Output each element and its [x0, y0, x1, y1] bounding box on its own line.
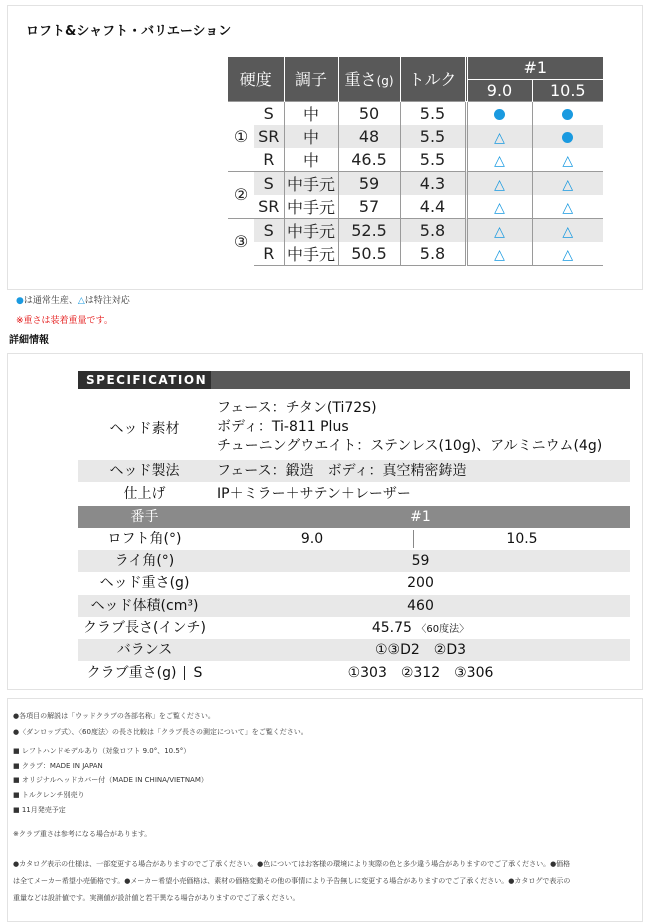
- spec-header: [78, 371, 630, 389]
- availability-loft-a-cell: [466, 242, 532, 266]
- spec-key-manufacture: ヘッド製法: [109, 463, 180, 479]
- loft-shaft-table: [228, 57, 603, 266]
- head-material-line: フェース：チタン(Ti72S): [217, 400, 377, 416]
- availability-loft-a-cell: [466, 148, 532, 172]
- weight-note: ※重さは装着重量です。: [16, 316, 113, 326]
- spec-key-loft: ロフト角(°): [107, 531, 182, 547]
- loft-shaft-title: ロフト&シャフト・バリエーション: [26, 24, 232, 39]
- weight-cell: 50.5: [338, 242, 400, 266]
- club-weight-divider: [184, 666, 185, 680]
- head-material-line: ボディ：Ti-811 Plus: [217, 419, 349, 435]
- special-order-triangle-icon: △: [494, 152, 505, 169]
- spec-value-manufacture: フェース：鍛造 ボディ：真空精密鋳造: [217, 463, 467, 479]
- special-order-triangle-icon: △: [562, 199, 574, 216]
- detail-title: 詳細情報: [9, 335, 49, 346]
- spec-key-balance: バランス: [116, 642, 173, 658]
- torque-cell: 4.3: [400, 171, 466, 195]
- note-line: ●各項目の解説は「ウッドクラブの各部名称」をご覧ください。: [13, 712, 215, 720]
- loft-table-row: [228, 125, 603, 148]
- spec-key-head-weight: ヘッド重さ(g): [99, 575, 190, 591]
- availability-loft-b-cell: [532, 148, 603, 172]
- weight-cell: 46.5: [338, 148, 400, 172]
- special-order-triangle-icon: △: [494, 246, 505, 263]
- special-order-triangle-icon: △: [494, 129, 505, 146]
- header-hardness: 硬度: [228, 57, 284, 101]
- spec-key-club-weight: [78, 661, 211, 685]
- legend-dot-mark: ●: [16, 296, 24, 306]
- special-order-triangle-icon: △: [494, 223, 505, 240]
- loft-table-row: [228, 242, 603, 266]
- weight-cell: 52.5: [338, 218, 400, 242]
- torque-cell: 5.8: [400, 218, 466, 242]
- availability-loft-a-cell: [466, 218, 532, 242]
- hardness-cell: SR: [254, 125, 284, 148]
- weight-cell: 48: [338, 125, 400, 148]
- header-weight-unit: (g): [376, 74, 394, 89]
- club-weight-flex: S: [193, 665, 203, 681]
- header-torque: トルク: [400, 57, 466, 101]
- standard-production-dot-icon: [562, 132, 573, 143]
- spec-row-length: [78, 617, 630, 639]
- spec-value-loft-b: 10.5: [506, 531, 538, 547]
- hardness-cell: S: [254, 171, 284, 195]
- torque-cell: 5.5: [400, 125, 466, 148]
- spec-header-label: SPECIFICATION: [78, 371, 211, 389]
- note-line: ■ トルクレンチ別売り: [13, 791, 85, 799]
- availability-loft-b-cell: [532, 195, 603, 219]
- header-weight: [338, 57, 400, 101]
- hardness-cell: S: [254, 101, 284, 125]
- spec-row-head-material: [78, 396, 630, 458]
- length-value: 45.75: [371, 620, 412, 636]
- group-label: ①: [228, 101, 254, 171]
- length-note: 〈60度法〉: [416, 624, 470, 635]
- spec-value-finish: IP＋ミラー＋サテン＋レーザー: [217, 486, 411, 502]
- loft-table-row: [228, 171, 603, 195]
- torque-cell: 5.5: [400, 148, 466, 172]
- weight-cell: 59: [338, 171, 400, 195]
- note-line: ●〈ダンロップ式〉、〈60度法〉の長さ比較は「クラブ長さの測定について」をご覧ください。: [13, 728, 308, 736]
- spec-value-length: [211, 617, 630, 641]
- spec-row-club-weight: [78, 661, 630, 685]
- spec-row-finish: [78, 483, 630, 505]
- header-loft-a: 9.0: [466, 79, 532, 101]
- spec-row-number: [78, 506, 630, 528]
- flex-point-cell: 中手元: [284, 218, 338, 242]
- standard-production-dot-icon: [494, 109, 505, 120]
- spec-value-head-material: [217, 399, 602, 456]
- note-line: ■ 11月発売予定: [13, 806, 66, 814]
- note-line: ■ クラブ：MADE IN JAPAN: [13, 762, 103, 770]
- header-model: #1: [466, 57, 603, 79]
- note-line: 重量などは設計値です。実測値が設計値と若干異なる場合がありますのでご了承ください。: [13, 894, 300, 902]
- loft-table-row: [228, 148, 603, 172]
- group-label: ②: [228, 171, 254, 218]
- loft-table-body: [228, 101, 603, 265]
- special-order-triangle-icon: △: [494, 199, 505, 216]
- special-order-triangle-icon: △: [562, 152, 574, 169]
- note-line: ■ オリジナルヘッドカバー付（MADE IN CHINA/VIETNAM）: [13, 776, 208, 784]
- flex-point-cell: 中: [284, 101, 338, 125]
- special-order-triangle-icon: △: [562, 176, 574, 193]
- torque-cell: 5.5: [400, 101, 466, 125]
- loft-table-row: [228, 101, 603, 125]
- legend-tri-text: は特注対応: [84, 296, 130, 306]
- spec-value-head-weight: 200: [407, 575, 434, 591]
- spec-key-length: クラブ長さ(インチ): [83, 620, 206, 636]
- availability-loft-b-cell: [532, 218, 603, 242]
- flex-point-cell: 中手元: [284, 195, 338, 219]
- torque-cell: 5.8: [400, 242, 466, 266]
- legend-tri-mark: △: [77, 296, 85, 306]
- note-line: は全てメーカー希望小売価格です。●メーカー希望小売価格は、素材の価格変動その他の事情により予告無しに変更する場合がありますのでご了承ください。●カタログで表示の: [13, 877, 571, 885]
- torque-cell: 4.4: [400, 195, 466, 219]
- availability-loft-a-cell: [466, 171, 532, 195]
- special-order-triangle-icon: △: [562, 246, 574, 263]
- note-line: ●カタログ表示の仕様は、一部変更する場合がありますのでご了承ください。●色についてはお客様の環境により実際の色と多少違う場合がありますのでご了承ください。●価格: [13, 860, 571, 868]
- spec-row-manufacture: [78, 460, 630, 482]
- spec-key-finish: 仕上げ: [123, 486, 166, 502]
- note-line: ■ レフトハンドモデルあり（対象ロフト 9.0°、10.5°）: [13, 747, 191, 755]
- spec-key-number: 番手: [130, 509, 159, 525]
- special-order-triangle-icon: △: [562, 223, 574, 240]
- availability-loft-a-cell: [466, 195, 532, 219]
- header-weight-text: 重さ: [344, 70, 377, 90]
- loft-table-row: [228, 218, 603, 242]
- hardness-cell: R: [254, 242, 284, 266]
- spec-key-volume: ヘッド体積(cm³): [90, 598, 199, 614]
- weight-cell: 57: [338, 195, 400, 219]
- spec-value-lie: 59: [411, 553, 430, 569]
- flex-point-cell: 中手元: [284, 242, 338, 266]
- spec-row-lie: [78, 550, 630, 572]
- availability-loft-b-cell: [532, 101, 603, 125]
- flex-point-cell: 中手元: [284, 171, 338, 195]
- flex-point-cell: 中: [284, 125, 338, 148]
- spec-value-number: #1: [410, 509, 431, 525]
- spec-row-volume: [78, 595, 630, 617]
- loft-table-row: [228, 195, 603, 219]
- availability-legend: [16, 293, 130, 306]
- availability-loft-a-cell: [466, 101, 532, 125]
- hardness-cell: S: [254, 218, 284, 242]
- availability-loft-a-cell: [466, 125, 532, 148]
- head-material-line: チューニングウエイト：ステンレス(10g)、アルミニウム(4g): [217, 438, 603, 454]
- spec-key-head-material: ヘッド素材: [109, 421, 180, 437]
- spec-value-balance: ①③D2 ②D3: [374, 642, 467, 658]
- standard-production-dot-icon: [562, 109, 573, 120]
- availability-loft-b-cell: [532, 242, 603, 266]
- spec-row-head-weight: [78, 572, 630, 594]
- group-label: ③: [228, 218, 254, 265]
- hardness-cell: SR: [258, 196, 280, 216]
- legend-dot-text: は通常生産、: [23, 296, 78, 306]
- spec-value-volume: 460: [407, 598, 434, 614]
- spec-value-club-weight: ①303 ②312 ③306: [347, 665, 494, 681]
- special-order-triangle-icon: △: [494, 176, 505, 193]
- club-weight-label: クラブ重さ(g): [86, 665, 177, 681]
- spec-row-balance: [78, 639, 630, 661]
- spec-row-loft: [78, 528, 630, 550]
- hardness-cell: R: [263, 149, 275, 169]
- flex-point-cell: 中: [284, 148, 338, 172]
- spec-key-lie: ライ角(°): [114, 553, 175, 569]
- spec-value-loft-a: 9.0: [300, 531, 324, 547]
- header-loft-b: 10.5: [532, 79, 603, 101]
- availability-loft-b-cell: [532, 125, 603, 148]
- note-line: ※クラブ重さは参考になる場合があります。: [13, 830, 152, 838]
- weight-cell: 50: [338, 101, 400, 125]
- availability-loft-b-cell: [532, 171, 603, 195]
- header-flex-point: 調子: [284, 57, 338, 101]
